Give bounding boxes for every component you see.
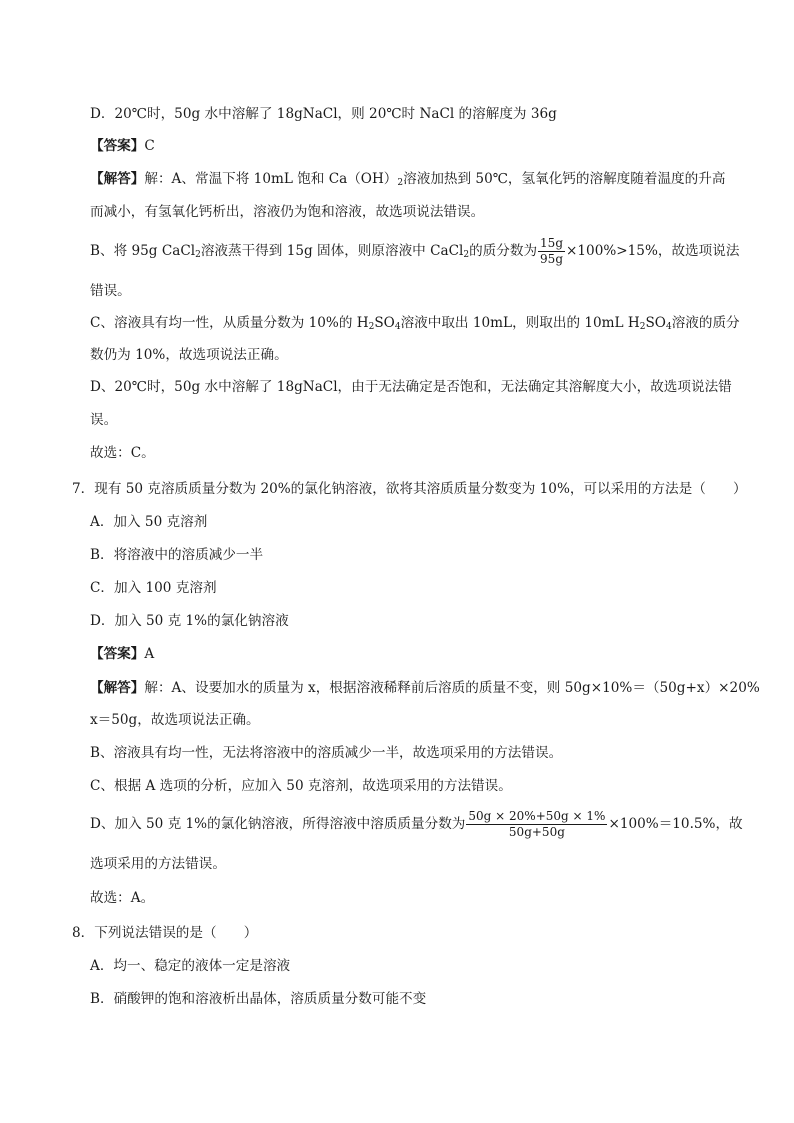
answer-value: C [144,138,155,154]
option-a: A．均一、稳定的液体一定是溶液 [90,958,291,974]
choose-line: 故选：C。 [90,445,155,461]
option-a: A．加入 50 克溶剂 [90,514,208,530]
option-d: D．加入 50 克 1%的氯化钠溶液 [90,613,289,629]
analysis-a-line-2: 而减小，有氢氧化钙析出，溶液仍为饱和溶液，故选项说法错误。 [90,204,485,220]
analysis-b-line-1: B、将 95g CaCl$_2$溶液蒸干得到 15g 固体，则原溶液中 CaCl$_2$的质分数为 $\frac{15g}{95g}$ ×100%>15%，故选项说法 [90,236,740,266]
fraction: $\frac{15g}{95g}$ [540,236,563,266]
analysis-label: 【解答】 [90,680,145,696]
analysis-d-line-2: 误。 [90,412,118,428]
analysis-b-line-2: 错误。 [90,283,131,299]
option-c: C．加入 100 克溶剂 [90,580,217,596]
analysis-d-line-1: D、加入 50 克 1%的氯化钠溶液，所得溶液中溶质质量分数为 $\frac{50g \times 20\%+50g \times 1\%}{50g+50g}$ ×100%＝10.5%，故 [90,809,743,839]
analysis-a-line-1: 【解答】解：A、设要加水的质量为 x，根据溶液稀释前后溶质的质量不变，则 50g×10%＝（50g+x）×20% [90,680,760,696]
answer-value: A [144,646,155,662]
analysis-b: B、溶液具有均一性，无法将溶液中的溶质减少一半，故选项采用的方法错误。 [90,745,563,761]
fraction: $\frac{50g \times 20\%+50g \times 1\%}{50g+50g}$ [468,809,606,839]
analysis-d-line-2: 选项采用的方法错误。 [90,856,226,872]
option-b: B．硝酸钾的饱和溶液析出晶体，溶质质量分数可能不变 [90,991,427,1007]
answer-label: 【答案】 [90,138,145,154]
analysis-label: 【解答】 [90,171,145,187]
analysis-c-line-1: C、溶液具有均一性，从质量分数为 10%的 $H_2SO_4$溶液中取出 10mL，则取出的 10mL $H_2SO_4$溶液的质分 [90,315,740,332]
question-stem: 8．下列说法错误的是（ ） [72,925,258,941]
option-d-text: D．20℃时，50g 水中溶解了 18gNaCl，则 20℃时 NaCl 的溶解度为 36g [90,106,557,122]
analysis-d-line-1: D、20℃时，50g 水中溶解了 18gNaCl，由于无法确定是否饱和，无法确定其溶解度大小，故选项说法错 [90,379,732,395]
analysis-c-line-2: 数仍为 10%，故选项说法正确。 [90,347,288,363]
question-stem: 7．现有 50 克溶质质量分数为 20%的氯化钠溶液，欲将其溶质质量分数变为 10%，可以采用的方法是（ ） [72,481,747,497]
answer-line [90,645,154,663]
analysis-a-line-1: 【解答】解：A、常温下将 10mL 饱和 $Ca(OH)_2$溶液加热到 50℃，氢氧化钙的溶解度随着温度的升高 [90,171,726,188]
option-b: B．将溶液中的溶质减少一半 [90,547,264,563]
analysis-a-line-2: x＝50g，故选项说法正确。 [90,712,260,728]
analysis-c: C、根据 A 选项的分析，应加入 50 克溶剂，故选项采用的方法错误。 [90,778,512,794]
answer-label: 【答案】 [90,646,145,662]
choose-line: 故选：A。 [90,890,155,906]
answer-line [90,137,155,155]
